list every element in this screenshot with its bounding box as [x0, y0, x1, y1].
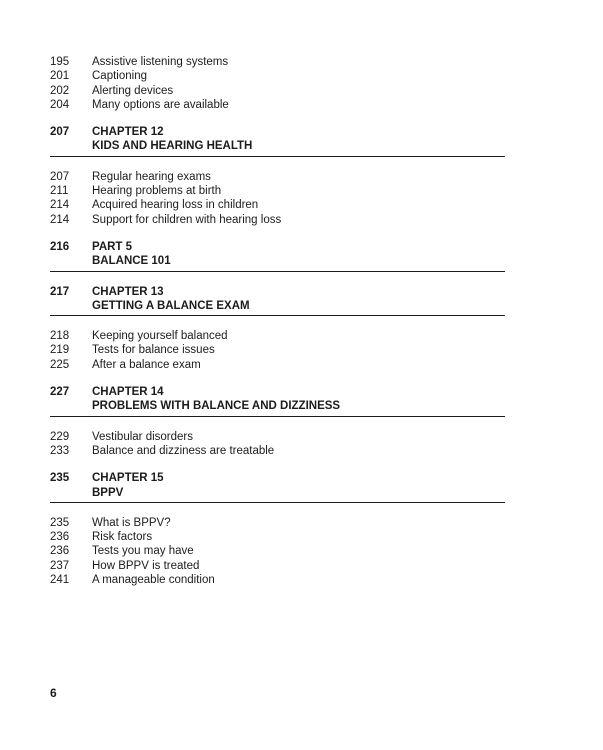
toc-entry-page: 214 [50, 213, 70, 226]
spacer [50, 157, 505, 170]
toc-entry-page: 218 [50, 330, 70, 343]
spacer [50, 254, 92, 268]
chapter-title: BPPV [92, 486, 124, 499]
toc-entry-title: Vestibular disorders [92, 430, 193, 443]
toc-entry-title: Keeping yourself balanced [92, 330, 228, 343]
chapter-page-number: 207 [50, 126, 70, 139]
chapter-heading [50, 385, 505, 417]
page-number: 6 [50, 686, 57, 700]
spacer [50, 299, 92, 313]
spacer [50, 112, 505, 125]
toc-entry[interactable] [50, 184, 505, 198]
toc-entry-title: Many options are available [92, 98, 229, 111]
toc-entry[interactable] [50, 530, 505, 544]
chapter-label: CHAPTER 12 [92, 126, 164, 139]
toc-entry-page: 202 [50, 84, 70, 97]
toc-entry-page: 211 [50, 185, 69, 198]
chapter-heading [50, 125, 505, 157]
toc-entry[interactable] [50, 516, 505, 530]
toc-entry-page: 241 [50, 574, 70, 587]
toc-entry-page: 225 [50, 358, 70, 371]
toc-entry[interactable] [50, 559, 505, 573]
toc-entry-title: Assistive listening systems [92, 56, 229, 68]
chapter-label: PART 5 [92, 240, 133, 253]
toc-entry[interactable] [50, 98, 505, 112]
toc-entry[interactable] [50, 55, 505, 69]
toc-entry[interactable] [50, 213, 505, 227]
toc-entry[interactable] [50, 343, 505, 357]
toc-entry-page: 229 [50, 430, 70, 443]
toc-entry-title: Risk factors [92, 531, 153, 544]
toc-entry[interactable] [50, 69, 505, 83]
spacer [50, 372, 505, 385]
toc-entry-title: Hearing problems at birth [92, 185, 222, 198]
chapter-heading-line [50, 399, 505, 413]
chapter-heading-line [50, 385, 505, 399]
chapter-title: GETTING A BALANCE EXAM [92, 299, 250, 312]
chapter-page-number: 227 [50, 386, 70, 399]
toc-entry-title: After a balance exam [92, 358, 201, 371]
toc-entry-title: Tests you may have [92, 545, 194, 558]
toc-entry-page: 237 [50, 559, 70, 572]
toc-entry-title: What is BPPV? [92, 516, 171, 529]
chapter-heading [50, 285, 505, 317]
chapter-heading-line [50, 486, 505, 500]
toc-entry[interactable] [50, 430, 505, 444]
toc-entry-page: 195 [50, 56, 70, 68]
table-of-contents [50, 55, 505, 587]
chapter-heading-line [50, 471, 505, 485]
chapter-title: KIDS AND HEARING HEALTH [92, 140, 253, 153]
toc-entry-page: 204 [50, 98, 70, 111]
toc-entry-page: 219 [50, 344, 70, 357]
toc-entry-page: 201 [50, 70, 70, 83]
toc-entry[interactable] [50, 84, 505, 98]
toc-entry-title: Balance and dizziness are treatable [92, 444, 275, 457]
spacer [50, 227, 505, 240]
spacer [50, 272, 505, 285]
chapter-page-number: 235 [50, 472, 70, 485]
spacer [50, 458, 505, 471]
chapter-page-number: 216 [50, 240, 70, 253]
toc-entry[interactable] [50, 358, 505, 372]
toc-entry[interactable] [50, 198, 505, 212]
spacer [50, 417, 505, 430]
toc-entry-page: 236 [50, 531, 70, 544]
chapter-title: BALANCE 101 [92, 255, 171, 268]
toc-entry-title: Acquired hearing loss in children [92, 199, 259, 212]
toc-entry-page: 207 [50, 170, 70, 183]
toc-entry-page: 235 [50, 516, 70, 529]
toc-entry[interactable] [50, 170, 505, 184]
chapter-heading-line [50, 285, 505, 299]
chapter-heading-line [50, 139, 505, 153]
spacer [50, 316, 505, 329]
spacer [50, 503, 505, 516]
toc-entry-title: Support for children with hearing loss [92, 213, 282, 226]
chapter-heading-line [50, 240, 505, 254]
toc-entry-title: Alerting devices [92, 84, 174, 97]
chapter-label: CHAPTER 15 [92, 472, 164, 485]
chapter-heading-line [50, 125, 505, 139]
toc-entry-title: Tests for balance issues [92, 344, 215, 357]
toc-entry-title: How BPPV is treated [92, 559, 200, 572]
chapter-heading [50, 240, 505, 272]
spacer [50, 486, 92, 500]
chapter-label: CHAPTER 13 [92, 285, 164, 298]
chapter-heading [50, 471, 505, 503]
toc-entry[interactable] [50, 573, 505, 587]
toc-entry-title: A manageable condition [92, 574, 215, 587]
toc-entry-page: 236 [50, 545, 70, 558]
chapter-heading-line [50, 254, 505, 268]
chapter-label: CHAPTER 14 [92, 386, 164, 399]
toc-entry-title: Regular hearing exams [92, 170, 211, 183]
toc-entry-page: 214 [50, 199, 70, 212]
toc-entry[interactable] [50, 544, 505, 558]
chapter-page-number: 217 [50, 285, 70, 298]
spacer [50, 139, 92, 153]
toc-entry-title: Captioning [92, 70, 147, 83]
chapter-title: PROBLEMS WITH BALANCE AND DIZZINESS [92, 400, 341, 413]
toc-entry[interactable] [50, 444, 505, 458]
toc-entry[interactable] [50, 329, 505, 343]
spacer [50, 399, 92, 413]
toc-entry-page: 233 [50, 444, 70, 457]
chapter-heading-line [50, 299, 505, 313]
